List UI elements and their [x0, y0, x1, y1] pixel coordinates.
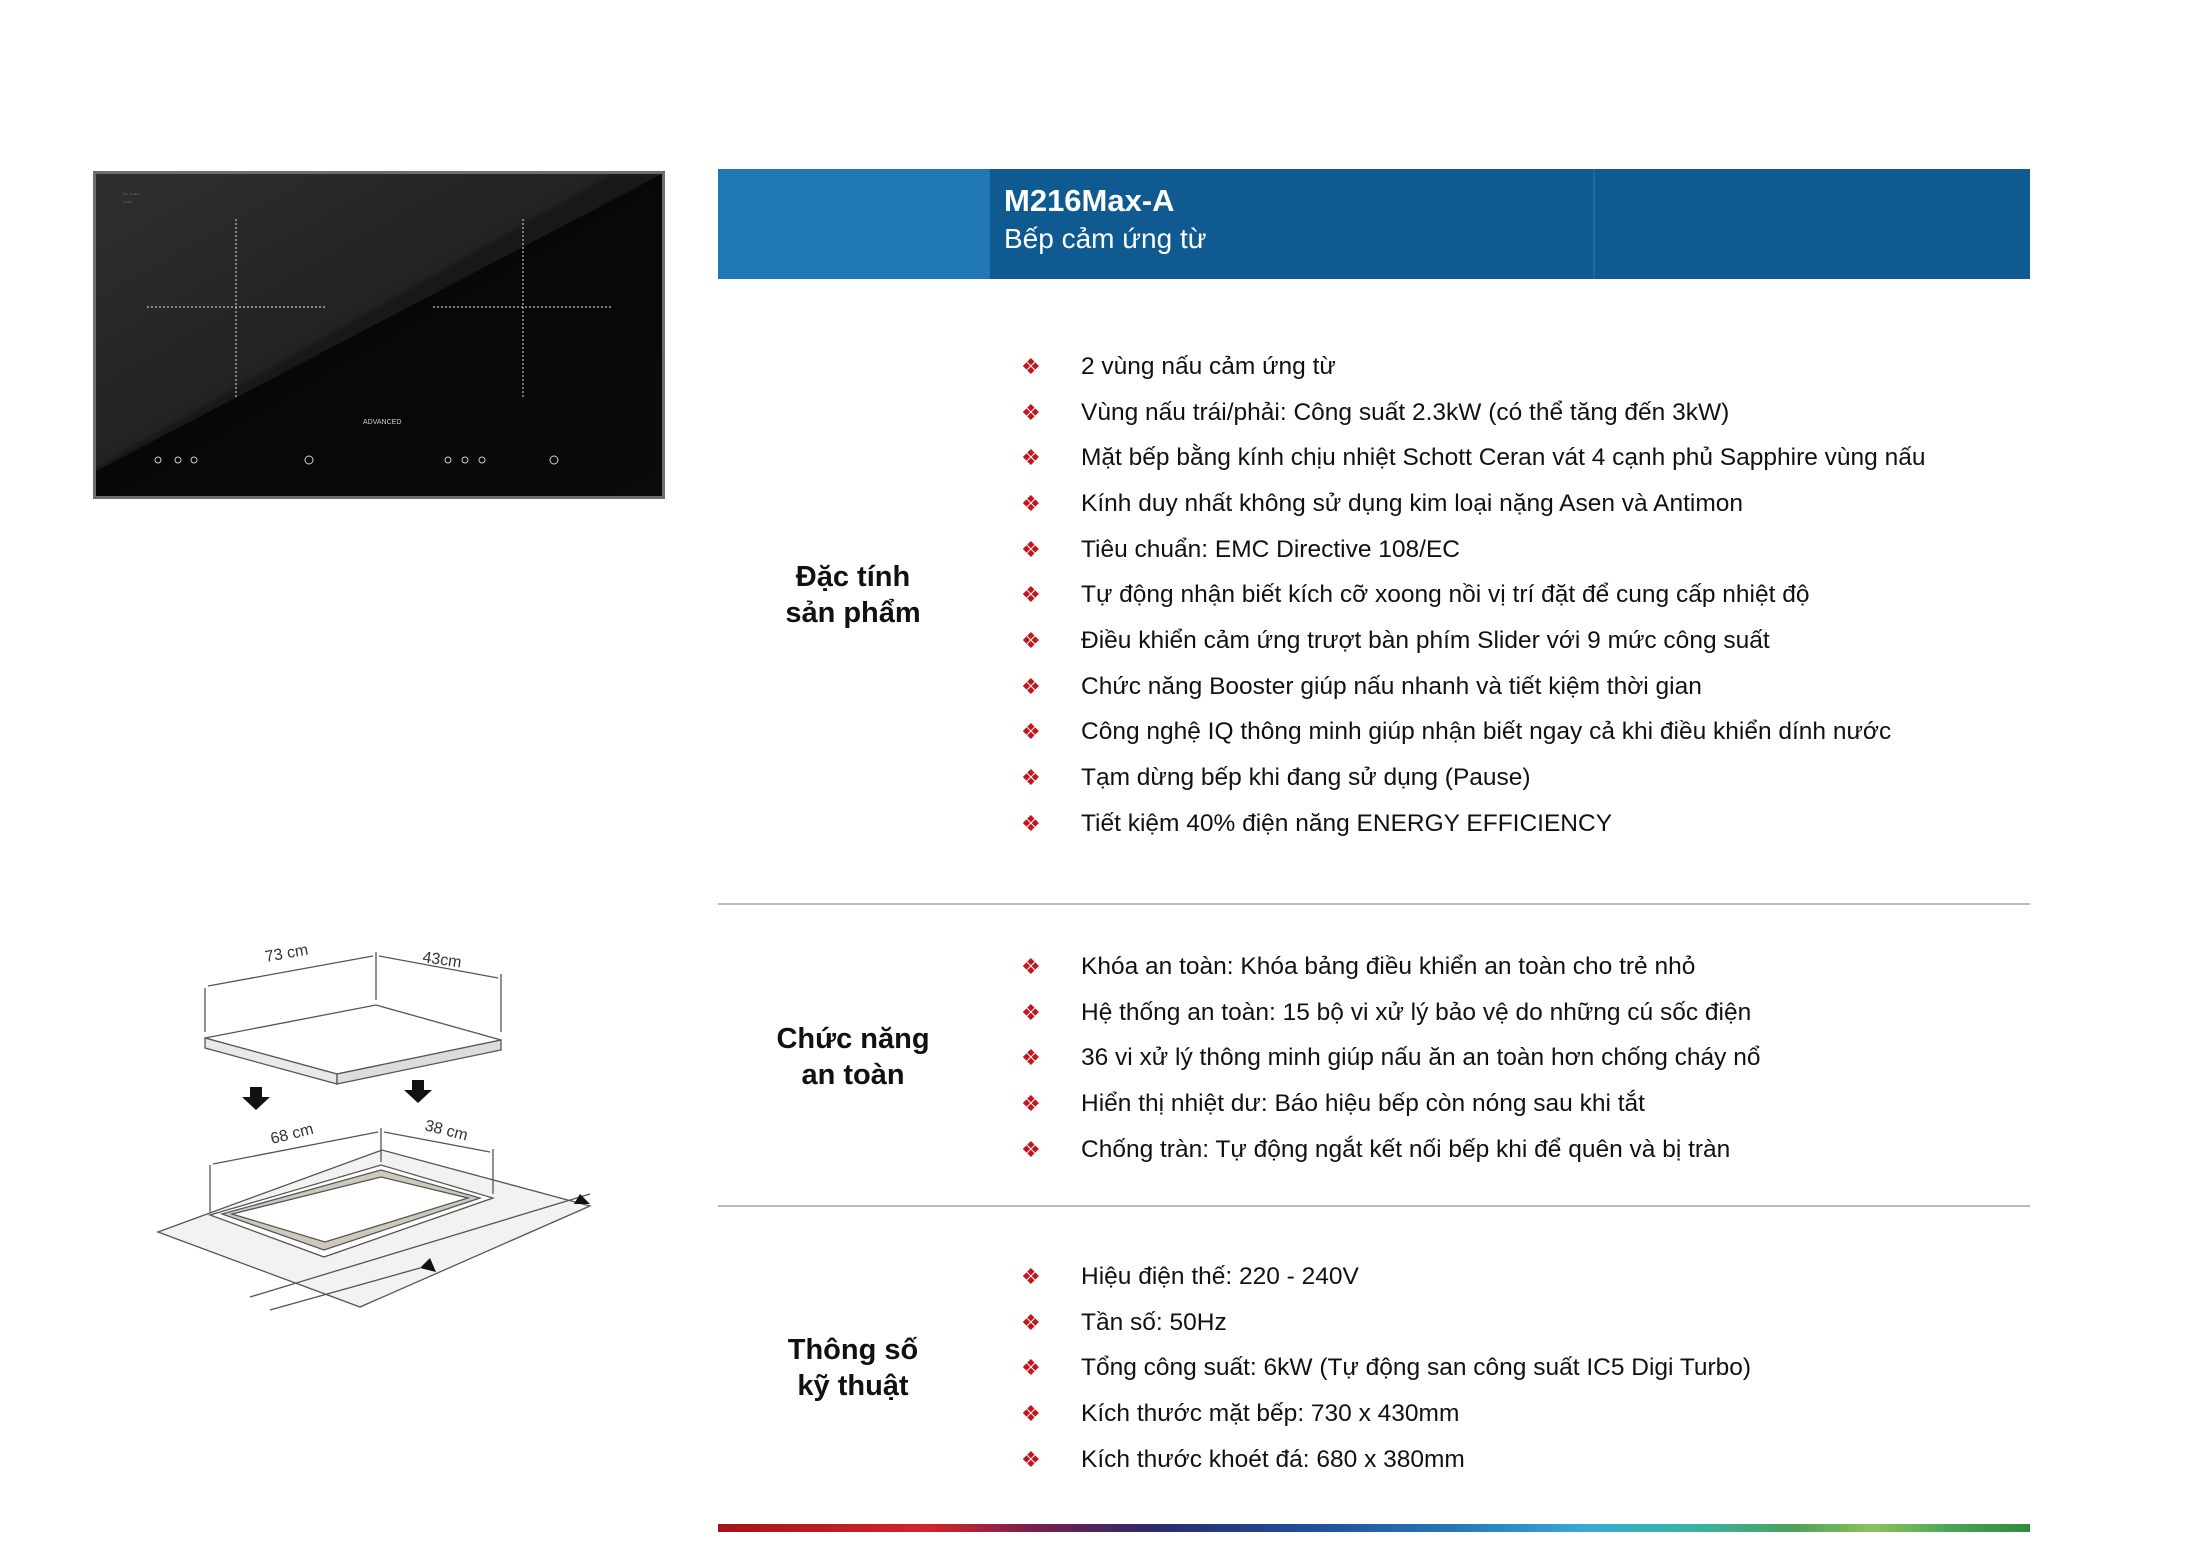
bullet-icon: ❖ [1021, 719, 1041, 745]
feature-text: Tiêu chuẩn: EMC Directive 108/EC [1081, 535, 1460, 563]
feature-text: Tự động nhận biết kích cỡ xoong nồi vị trí đặt để cung cấp nhiệt độ [1081, 581, 1810, 609]
svg-text:····: ···· [123, 199, 133, 206]
bullet-icon: ❖ [1021, 999, 1041, 1025]
bullet-icon: ❖ [1021, 1400, 1041, 1426]
feature-item [1020, 801, 1925, 847]
svg-text:ADVANCED: ADVANCED [363, 419, 402, 426]
section-label-line: Chức năng [776, 1023, 930, 1055]
feature-text: Hiệu điện thế: 220 - 240V [1081, 1262, 1359, 1290]
bullet-icon: ❖ [1021, 1090, 1041, 1116]
feature-item [1020, 1035, 1760, 1081]
feature-text: 36 vi xử lý thông minh giúp nấu ăn an toàn hơn chống cháy nổ [1081, 1044, 1761, 1072]
feature-item [1020, 1081, 1760, 1127]
bullet-icon: ❖ [1021, 673, 1041, 699]
feature-item [1020, 1127, 1760, 1173]
header-banner [718, 169, 2030, 279]
feature-text: Vùng nấu trái/phải: Công suất 2.3kW (có thể tăng đến 3kW) [1081, 398, 1730, 426]
section-label-line: sản phẩm [785, 597, 921, 629]
section-label-specs [703, 1332, 1003, 1404]
feature-text: Công nghệ IQ thông minh giúp nhận biết ngay cả khi điều khiển dính nước [1081, 718, 1892, 746]
feature-list-safety [1020, 944, 1760, 1172]
feature-item [1020, 664, 1925, 710]
feature-text: Hiển thị nhiệt dư: Báo hiệu bếp còn nóng sau khi tắt [1081, 1089, 1645, 1117]
bullet-icon: ❖ [1021, 1309, 1041, 1335]
feature-text: Kích thước khoét đá: 680 x 380mm [1081, 1445, 1465, 1473]
feature-item [1020, 1391, 1751, 1437]
feature-item [1020, 618, 1925, 664]
section-label-features [703, 559, 1003, 631]
svg-text:·· ····: ·· ···· [123, 191, 139, 198]
section-label-line: kỹ thuật [797, 1370, 909, 1402]
feature-text: Mặt bếp bằng kính chịu nhiệt Schott Ceran vát 4 cạnh phủ Sapphire vùng nấu [1081, 444, 1926, 472]
model-title: M216Max-A [1004, 183, 1175, 218]
bullet-icon: ❖ [1021, 953, 1041, 979]
bullet-icon: ❖ [1021, 353, 1041, 379]
bullet-icon: ❖ [1021, 399, 1041, 425]
feature-text: Hệ thống an toàn: 15 bộ vi xử lý bảo vệ do những cú sốc điện [1081, 998, 1752, 1026]
feature-item [1020, 435, 1925, 481]
feature-item [1020, 344, 1925, 390]
bullet-icon: ❖ [1021, 1263, 1041, 1289]
feature-text: Tần số: 50Hz [1081, 1308, 1227, 1336]
bullet-icon: ❖ [1021, 536, 1041, 562]
feature-item [1020, 572, 1925, 618]
feature-item [1020, 1345, 1751, 1391]
feature-list-features [1020, 344, 1925, 847]
bullet-icon: ❖ [1021, 810, 1041, 836]
bullet-icon: ❖ [1021, 445, 1041, 471]
header-divider [1593, 169, 1595, 279]
dim-top-width: 73 cm [263, 941, 310, 966]
bullet-icon: ❖ [1021, 490, 1041, 516]
feature-text: 2 vùng nấu cảm ứng từ [1081, 352, 1336, 380]
installation-diagram [150, 932, 595, 1332]
feature-item [1020, 1254, 1751, 1300]
bullet-icon: ❖ [1021, 1446, 1041, 1472]
section-label-line: an toàn [801, 1059, 905, 1091]
product-photo [93, 171, 665, 499]
dim-cut-width: 68 cm [268, 1120, 316, 1148]
feature-text: Kính duy nhất không sử dụng kim loại nặng Asen và Antimon [1081, 489, 1744, 517]
feature-item [1020, 390, 1925, 436]
color-stripe [718, 1524, 2030, 1532]
feature-item [1020, 710, 1925, 756]
feature-item [1020, 755, 1925, 801]
feature-text: Kích thước mặt bếp: 730 x 430mm [1081, 1399, 1460, 1427]
feature-item [1020, 481, 1925, 527]
feature-text: Điều khiển cảm ứng trượt bàn phím Slider với 9 mức công suất [1081, 626, 1770, 654]
section-divider [718, 903, 2030, 905]
bullet-icon: ❖ [1021, 1136, 1041, 1162]
feature-text: Tổng công suất: 6kW (Tự động san công suất IC5 Digi Turbo) [1081, 1354, 1752, 1382]
section-label-line: Đặc tính [795, 561, 911, 593]
bullet-icon: ❖ [1021, 765, 1041, 791]
feature-text: Chống tràn: Tự động ngắt kết nối bếp khi để quên và bị tràn [1081, 1135, 1731, 1163]
product-type: Bếp cảm ứng từ [1004, 223, 1207, 254]
dim-cut-depth: 38 cm [423, 1117, 470, 1145]
bullet-icon: ❖ [1021, 1355, 1041, 1381]
feature-list-specs [1020, 1254, 1751, 1482]
feature-text: Tiết kiệm 40% điện năng ENERGY EFFICIENCY [1081, 809, 1613, 837]
feature-item [1020, 944, 1760, 990]
feature-item [1020, 1300, 1751, 1346]
bullet-icon: ❖ [1021, 582, 1041, 608]
feature-text: Chức năng Booster giúp nấu nhanh và tiết kiệm thời gian [1081, 672, 1702, 700]
feature-text: Tạm dừng bếp khi đang sử dụng (Pause) [1081, 764, 1531, 792]
section-label-line: Thông số [787, 1334, 919, 1366]
bullet-icon: ❖ [1021, 627, 1041, 653]
header-accent-block [718, 169, 990, 279]
feature-text: Khóa an toàn: Khóa bảng điều khiển an toàn cho trẻ nhỏ [1081, 952, 1696, 980]
section-divider [718, 1205, 2030, 1207]
feature-item [1020, 990, 1760, 1036]
dim-top-depth: 43cm [421, 949, 463, 972]
bullet-icon: ❖ [1021, 1045, 1041, 1071]
feature-item [1020, 527, 1925, 573]
feature-item [1020, 1437, 1751, 1483]
section-label-safety [703, 1021, 1003, 1093]
